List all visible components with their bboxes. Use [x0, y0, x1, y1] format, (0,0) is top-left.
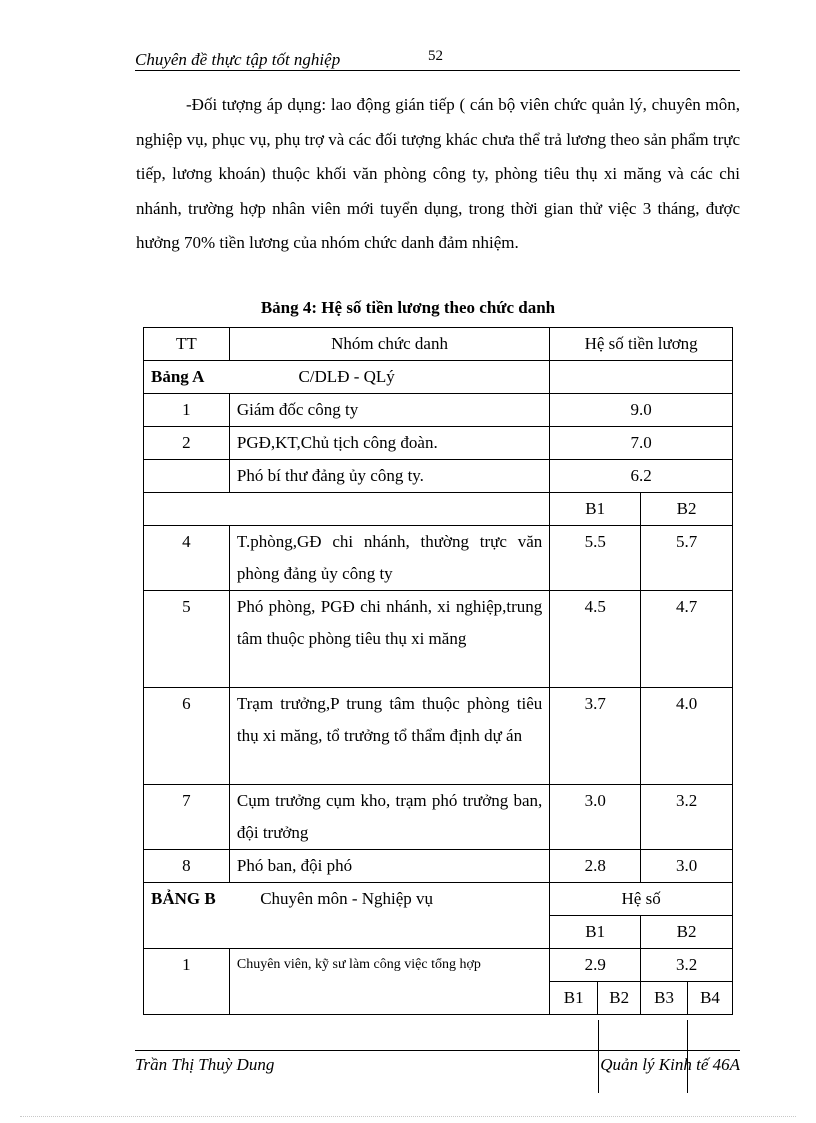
row-b2: 4.7 [641, 591, 733, 688]
row-name: Trạm trưởng,P trung tâm thuộc phòng tiêu thụ xi măng, tổ trưởng tổ thẩm định dự án [229, 688, 549, 785]
page-bottom-border [20, 1116, 796, 1117]
header-title: Chuyên đề thực tập tốt nghiệp [135, 50, 341, 69]
table-row [144, 460, 733, 493]
row-tt: 7 [144, 785, 230, 850]
row-name: Phó ban, đội phó [229, 850, 549, 883]
subheader-row [144, 493, 733, 526]
row-tt: 6 [144, 688, 230, 785]
table-row [144, 785, 733, 850]
header-coefficient: Hệ số tiền lương [550, 328, 733, 361]
footer-author: Trần Thị Thuỳ Dung [135, 1055, 275, 1074]
body-paragraph: -Đối tượng áp dụng: lao động gián tiếp ( cán bộ viên chức quản lý, chuyên môn, nghiệp vụ, phục vụ, phụ trợ và các đối tượng khác chưa thể trả lương theo sản phẩm trực tiếp, lương khoán) thuộc khối văn phòng công ty, phòng tiêu thụ xi măng và các chi nhánh, trường hợp nhân viên mới tuyển dụng, trong thời gian thử việc 3 tháng, được hưởng 70% tiền lương của nhóm chức danh đảm nhiệm. [136, 95, 740, 252]
section-a-title: C/DLĐ - QLý [298, 367, 395, 386]
subheader-b2: B2 [641, 493, 733, 526]
header-tt: TT [144, 328, 230, 361]
table-row [144, 394, 733, 427]
section-b-row [144, 883, 733, 916]
table-row [144, 591, 733, 688]
row-b2: 4.0 [641, 688, 733, 785]
row-tt: 1 [144, 394, 230, 427]
row-name: Phó bí thư đảng ủy công ty. [229, 460, 549, 493]
row-name: Chuyên viên, kỹ sư làm công việc tổng hợp [229, 949, 549, 1015]
row-tt: 4 [144, 526, 230, 591]
section-b-cell [144, 883, 550, 949]
sub-b1: B1 [550, 982, 598, 1015]
row-b1: 2.8 [550, 850, 641, 883]
row-tt: 8 [144, 850, 230, 883]
row-b1: 5.5 [550, 526, 641, 591]
sub-b3: B3 [641, 982, 688, 1015]
empty-cell [550, 361, 733, 394]
salary-coefficient-table [143, 327, 733, 1015]
sub-b2: B2 [598, 982, 641, 1015]
section-a-cell [144, 361, 550, 394]
table-row [144, 850, 733, 883]
table-row [144, 427, 733, 460]
row-value: 9.0 [550, 394, 733, 427]
section-a-row [144, 361, 733, 394]
row-b2: 5.7 [641, 526, 733, 591]
row-name: Giám đốc công ty [229, 394, 549, 427]
header-group: Nhóm chức danh [229, 328, 549, 361]
page-number: 52 [428, 48, 443, 64]
row-value: 6.2 [550, 460, 733, 493]
empty-cell [144, 493, 550, 526]
row-value: 7.0 [550, 427, 733, 460]
sub-b4: B4 [688, 982, 733, 1015]
row-b2: 3.0 [641, 850, 733, 883]
row-name: Cụm trưởng cụm kho, trạm phó trưởng ban, đội trưởng [229, 785, 549, 850]
page-footer [135, 1050, 740, 1081]
table-row [144, 688, 733, 785]
page-header [135, 48, 740, 71]
row-name: PGĐ,KT,Chủ tịch công đoàn. [229, 427, 549, 460]
row-tt [144, 460, 230, 493]
row-b2: 3.2 [641, 785, 733, 850]
row-name: T.phòng,GĐ chi nhánh, thường trực văn phòng đảng ủy công ty [229, 526, 549, 591]
row-tt: 5 [144, 591, 230, 688]
table-row [144, 949, 733, 982]
row-b2: 3.2 [641, 949, 733, 982]
row-b1: 2.9 [550, 949, 641, 982]
row-name: Phó phòng, PGĐ chi nhánh, xi nghiệp,trung tâm thuộc phòng tiêu thụ xi măng [229, 591, 549, 688]
row-b1: 4.5 [550, 591, 641, 688]
section-a-label: Bảng A [151, 367, 205, 386]
row-tt: 1 [144, 949, 230, 1015]
row-b1: 3.0 [550, 785, 641, 850]
section-b-label: BẢNG B [151, 889, 216, 908]
section-b-b1: B1 [550, 916, 641, 949]
section-b-title: Chuyên môn - Nghiệp vụ [260, 889, 434, 908]
table-caption: Bảng 4: Hệ số tiền lương theo chức danh [260, 298, 556, 317]
table-header-row [144, 328, 733, 361]
footer-department: Quản lý Kinh tế 46A [600, 1055, 740, 1074]
section-b-b2: B2 [641, 916, 733, 949]
row-tt: 2 [144, 427, 230, 460]
subheader-b1: B1 [550, 493, 641, 526]
row-b1: 3.7 [550, 688, 641, 785]
table-row [144, 526, 733, 591]
section-b-coef-label: Hệ số [550, 883, 733, 916]
